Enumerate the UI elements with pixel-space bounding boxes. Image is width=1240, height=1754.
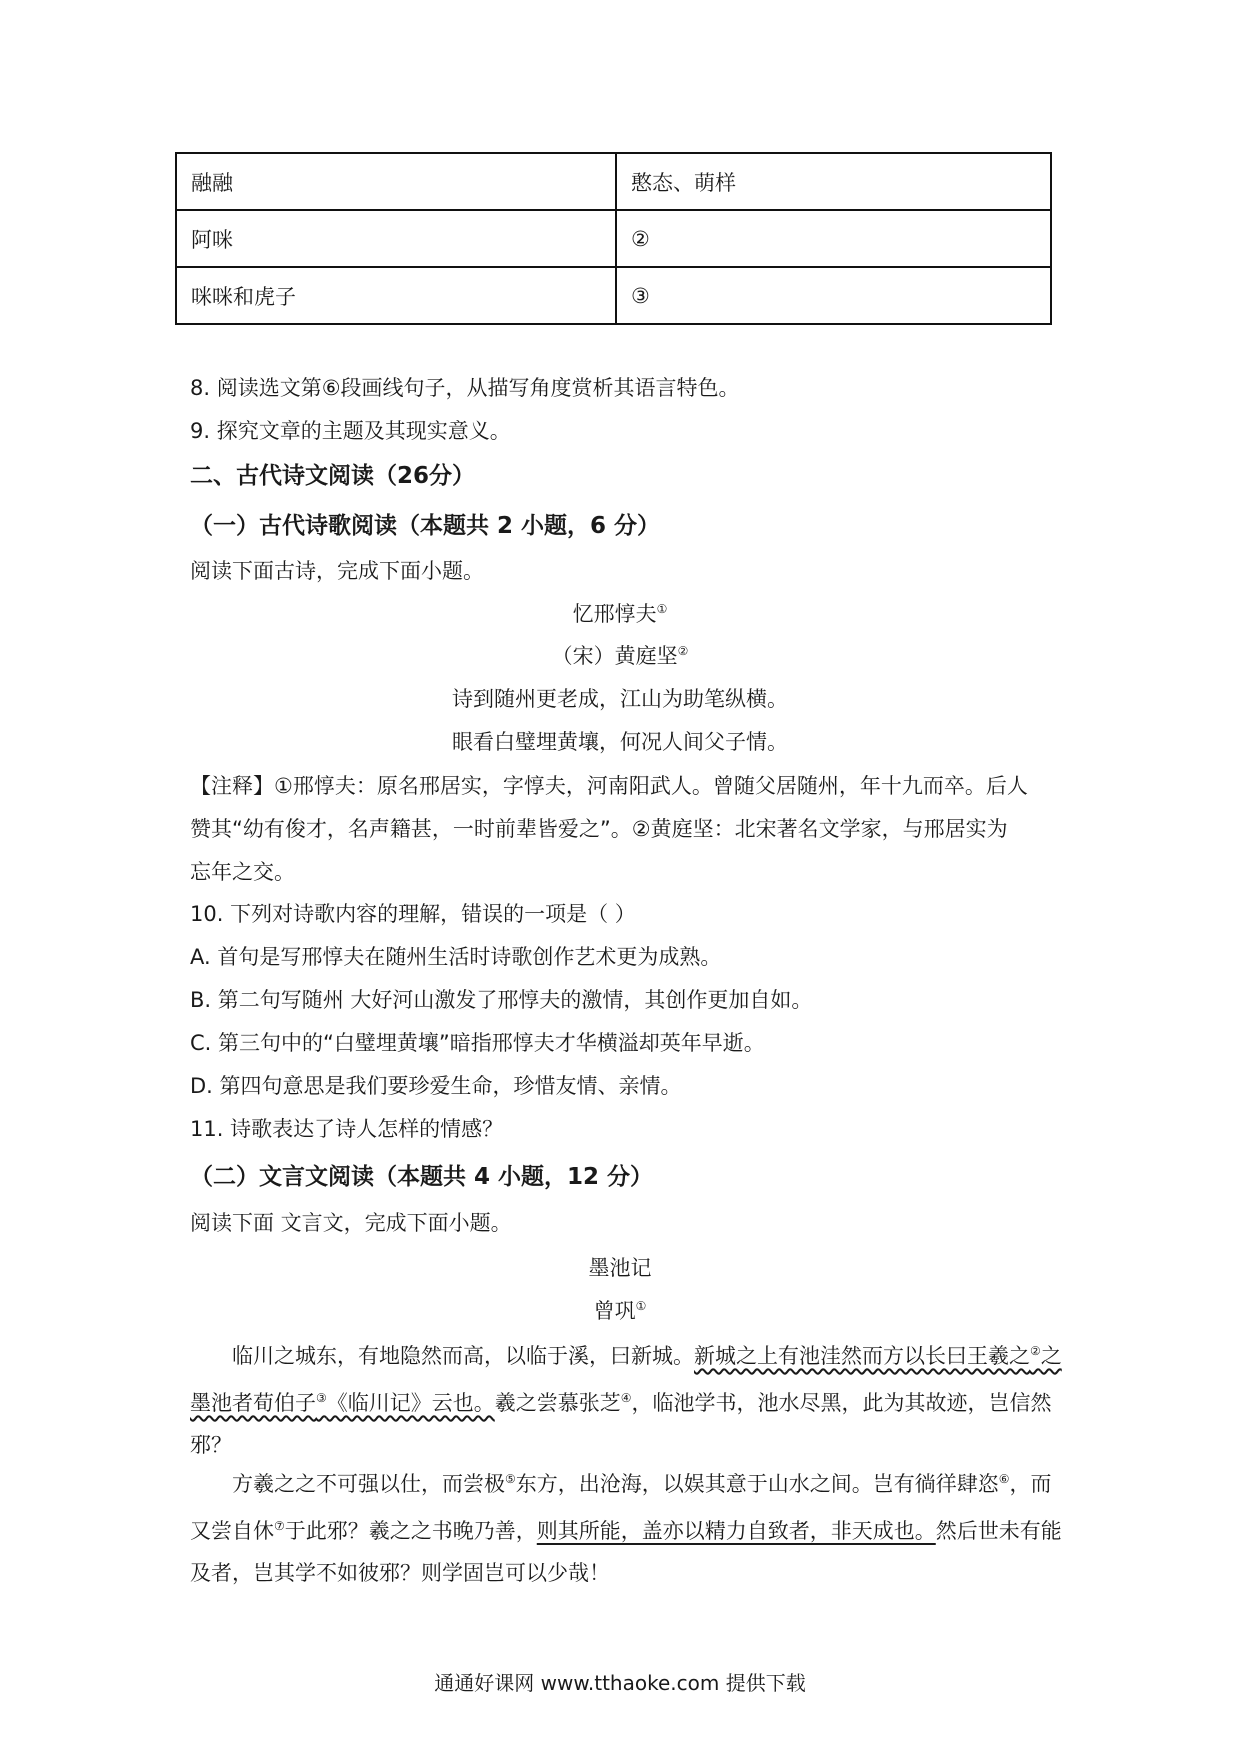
poem-line: 眼看白璧埋黄壤，何况人间父子情。: [452, 730, 788, 754]
poem-intro: 阅读下面古诗，完成下面小题。: [190, 559, 484, 583]
question-9: 9. 探究文章的主题及其现实意义。: [190, 419, 511, 443]
table-row: [176, 153, 1051, 210]
character-trait-table: [175, 152, 1052, 325]
part-title: （二）文言文阅读（本题共 4 小题，12 分）: [190, 1164, 654, 1190]
annotation: 忘年之交。: [190, 860, 295, 884]
prose-paragraph-1: 临川之城东，有地隐然而高，以临于溪，曰新城。新城之上有池洼然而方以长曰王羲之②之墨池者荀伯子③《临川记》云也。羲之尝慕张芝④，临池学书，池水尽黑，此为其故迹，岂信然邪？: [190, 1344, 1062, 1457]
table-cell: 憨态、萌样: [616, 153, 1051, 210]
option-b: B. 第二句写随州 大好河山激发了邢惇夫的激情，其创作更加自如。: [190, 988, 813, 1012]
poem-title: 忆邢惇夫①: [572, 602, 668, 626]
poem-line: 诗到随州更老成，江山为助笔纵横。: [452, 687, 788, 711]
footer-text: 通通好课网 www.tthaoke.com 提供下载: [434, 1671, 806, 1695]
prose-title: 墨池记: [588, 1256, 652, 1280]
poem-author: （宋）黄庭坚②: [551, 644, 689, 668]
question-11: 11. 诗歌表达了诗人怎样的情感？: [190, 1117, 504, 1141]
table-cell: ③: [616, 267, 1051, 324]
part-title: （一）古代诗歌阅读（本题共 2 小题，6 分）: [190, 513, 661, 539]
annotation: 赞其“幼有俊才，名声籍甚，一时前辈皆爱之”。②黄庭坚：北宋著名文学家，与邢居实为: [190, 817, 1008, 841]
prose-paragraph-2: 方羲之之不可强以仕，而尝极⑤东方，出沧海，以娱其意于山水之间。岂有徜徉肆恣⑥，而又尝自休⑦于此邪？羲之之书晚乃善，则其所能，盖亦以精力自致者，非天成也。然后世未有能及者，岂其学不如彼邪？则学固岂可以少哉！: [190, 1472, 1062, 1585]
table-row: [176, 267, 1051, 324]
table-cell: 咪咪和虎子: [176, 267, 616, 324]
prose-author: 曾巩①: [593, 1299, 647, 1323]
table-cell: 阿咪: [176, 210, 616, 267]
prose-intro: 阅读下面 文言文，完成下面小题。: [190, 1211, 512, 1235]
underlined-sentence: 新城之上有池洼然而方以长曰王羲之②之墨池者荀伯子③《临川记》云也。: [190, 1344, 1062, 1415]
annotation: 【注释】①邢惇夫：原名邢居实，字惇夫，河南阳武人。曾随父居随州，年十九而卒。后人: [190, 774, 1028, 798]
option-a: A. 首句是写邢惇夫在随州生活时诗歌创作艺术更为成熟。: [190, 945, 722, 969]
table-cell: ②: [616, 210, 1051, 267]
option-c: C. 第三句中的“白璧埋黄壤”暗指邢惇夫才华横溢却英年早逝。: [190, 1031, 765, 1055]
section-title: 二、古代诗文阅读（26分）: [190, 463, 476, 489]
table-row: [176, 210, 1051, 267]
question-8: 8. 阅读选文第⑥段画线句子，从描写角度赏析其语言特色。: [190, 376, 740, 400]
question-10: 10. 下列对诗歌内容的理解，错误的一项是（ ）: [190, 902, 636, 926]
table-cell: 融融: [176, 153, 616, 210]
underlined-sentence: 则其所能，盖亦以精力自致者，非天成也。: [536, 1519, 936, 1543]
option-d: D. 第四句意思是我们要珍爱生命，珍惜友情、亲情。: [190, 1074, 682, 1098]
